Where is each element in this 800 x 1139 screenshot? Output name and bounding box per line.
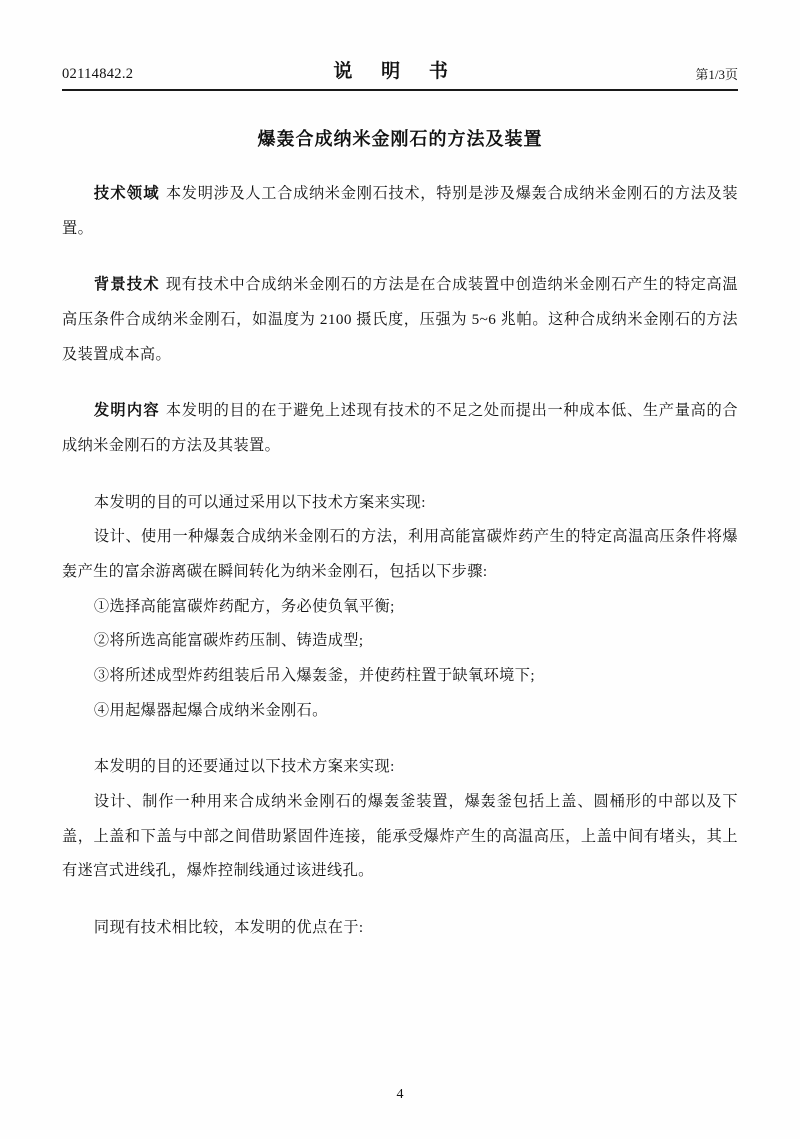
list-item: ①选择高能富碳炸药配方，务必使负氧平衡;: [93, 597, 395, 615]
paragraph-device-description: 设计、制作一种用来合成纳米金刚石的爆轰釜装置，爆轰釜包括上盖、圆桶形的中部以及下盖，上盖和下盖与中部之间借助紧固件连接，能承受爆炸产生的高温高压，上盖中间有堵头，其上有迷宫式进线孔，爆炸控制线通过该进线孔。: [62, 792, 738, 880]
section-text: 现有技术中合成纳米金刚石的方法是在合成装置中创造纳米金刚石产生的特定高温高压条件合成纳米金刚石，如温度为 2100 摄氏度，压强为 5~6 兆帕。这种合成纳米金刚石的方法及装置成本高。: [62, 276, 738, 363]
document-body: [62, 177, 738, 945]
paragraph-advantages: 同现有技术相比较，本发明的优点在于:: [93, 918, 364, 936]
paragraph-objective-device: 本发明的目的还要通过以下技术方案来实现:: [93, 758, 395, 776]
section-technical-field: [62, 177, 738, 246]
list-item: ②将所选高能富碳炸药压制、铸造成型;: [93, 632, 364, 650]
section-background: [62, 268, 738, 372]
list-item: ④用起爆器起爆合成纳米金刚石。: [93, 701, 328, 719]
section-text: 本发明涉及人工合成纳米金刚石技术，特别是涉及爆轰合成纳米金刚石的方法及装置。: [62, 185, 738, 237]
header-title: 说 明 书: [333, 61, 460, 82]
page-indicator: 第1/3页: [695, 67, 738, 82]
page-footer: [0, 1087, 800, 1103]
section-text: 本发明的目的在于避免上述现有技术的不足之处而提出一种成本低、生产量高的合成纳米金刚石的方法及其装置。: [62, 402, 738, 454]
section-lead-label: 发明内容: [93, 402, 160, 420]
document-number: 02114842.2: [62, 66, 134, 82]
list-item: ③将所述成型炸药组装后吊入爆轰釜，并使药柱置于缺氧环境下;: [93, 666, 535, 684]
footer-page-number: 4: [396, 1087, 404, 1102]
page-title: 爆轰合成纳米金刚石的方法及装置: [257, 129, 543, 149]
paragraph-objective-method: 本发明的目的可以通过采用以下技术方案来实现:: [93, 493, 426, 511]
paragraph-method-description: 设计、使用一种爆轰合成纳米金刚石的方法，利用高能富碳炸药产生的特定高温高压条件将爆轰产生的富余游离碳在瞬间转化为纳米金刚石，包括以下步骤:: [62, 528, 738, 580]
section-lead-label: 背景技术: [93, 276, 160, 294]
page-header: [62, 56, 738, 91]
section-summary: [62, 394, 738, 463]
section-lead-label: 技术领域: [93, 185, 160, 202]
